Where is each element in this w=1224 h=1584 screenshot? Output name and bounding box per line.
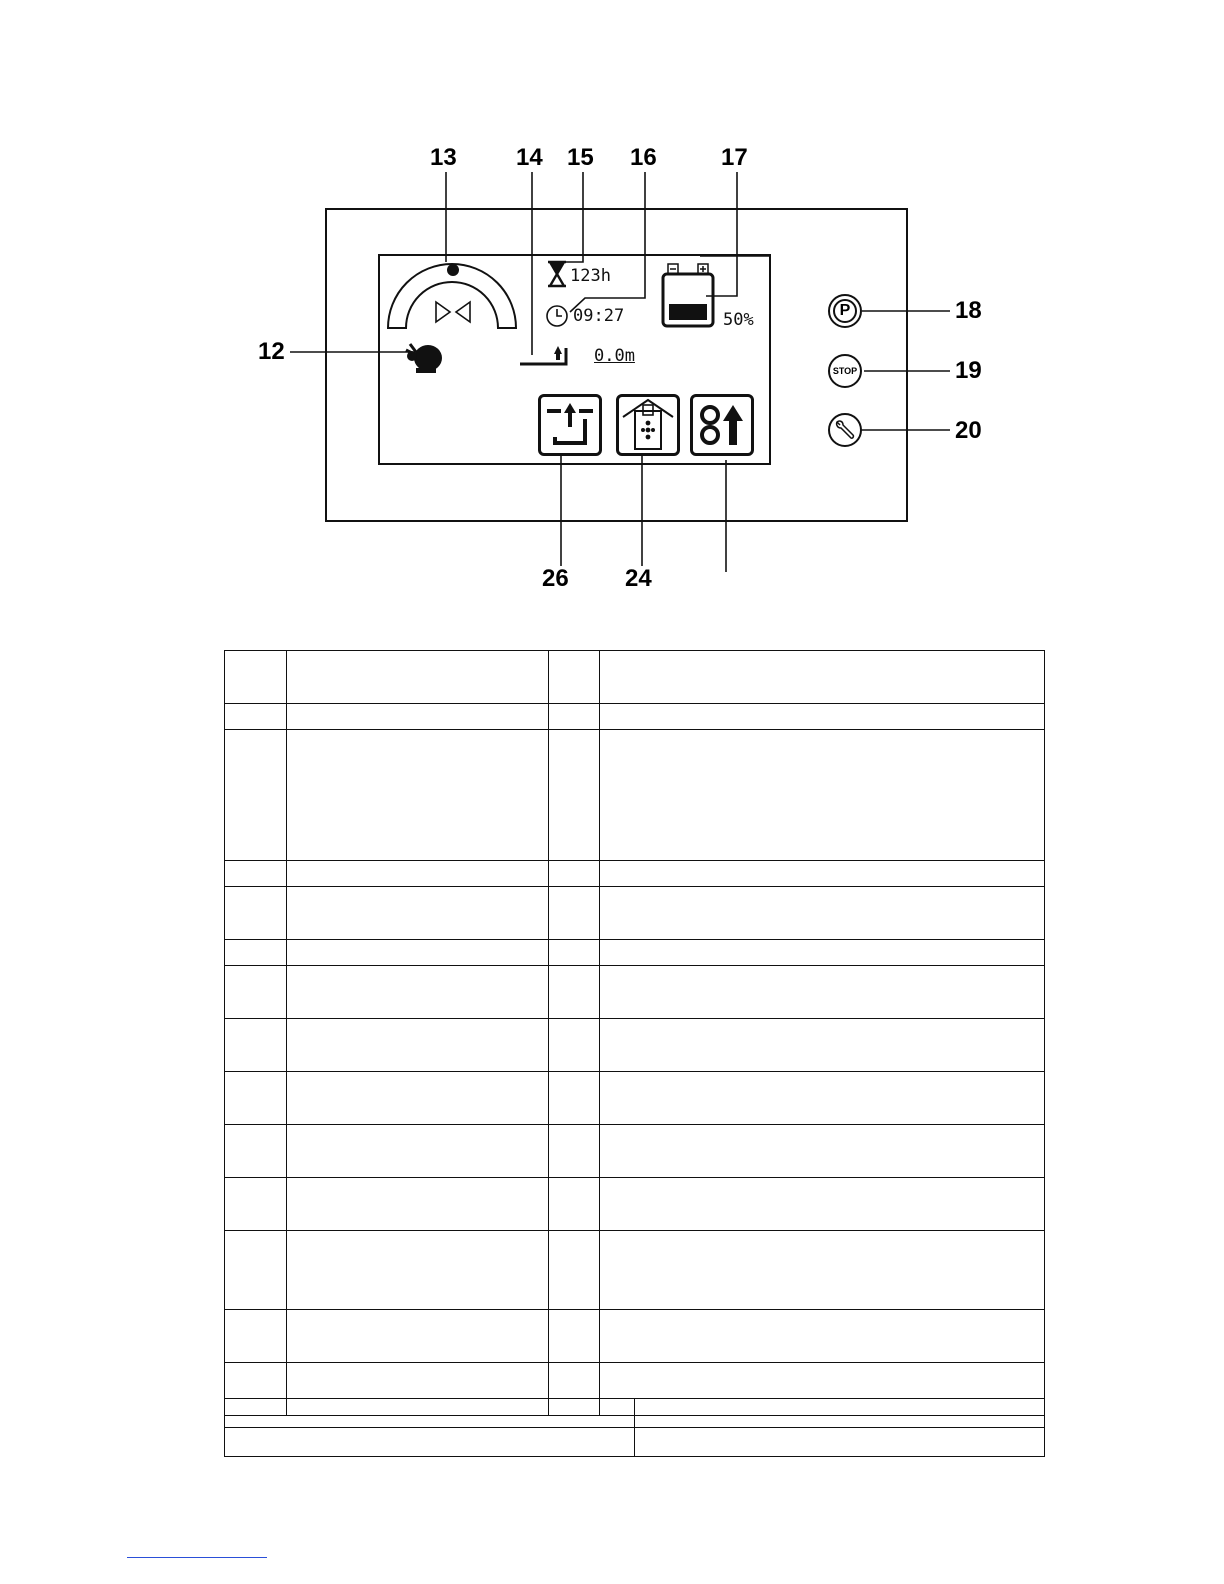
table-cell <box>548 887 599 940</box>
table-cell <box>225 704 287 730</box>
stop-label: STOP <box>832 366 858 376</box>
table-cell <box>286 651 548 704</box>
table-cell <box>225 1310 287 1363</box>
table-cell <box>599 861 1044 887</box>
callout-24: 24 <box>625 565 652 592</box>
table-cell <box>225 1125 287 1178</box>
table-cell <box>599 1019 1044 1072</box>
table-cell <box>548 651 599 704</box>
legend-footer-table <box>224 1398 1045 1457</box>
hourglass-icon <box>546 260 568 288</box>
table-cell <box>286 940 548 966</box>
lift-height-value: 0.0m <box>594 346 635 366</box>
table-cell <box>599 704 1044 730</box>
table-cell <box>599 1178 1044 1231</box>
table-cell <box>599 887 1044 940</box>
callout-15: 15 <box>567 144 594 171</box>
table-cell <box>548 1019 599 1072</box>
table-cell <box>548 940 599 966</box>
home-operator-soft-key[interactable] <box>616 394 680 456</box>
parking-label: P <box>833 299 857 323</box>
turtle-slow-mode-icon <box>402 336 444 376</box>
table-row <box>225 1178 1045 1231</box>
table-cell <box>225 1399 635 1428</box>
stop-button[interactable] <box>828 354 862 388</box>
parking-brake-button[interactable] <box>828 294 862 328</box>
table-cell <box>225 1231 287 1310</box>
fork-lift-height-icon <box>518 340 574 368</box>
callout-18: 18 <box>955 297 982 324</box>
table-cell <box>599 1072 1044 1125</box>
service-wrench-button[interactable] <box>828 413 862 447</box>
table-row <box>225 1019 1045 1072</box>
table-cell <box>225 940 287 966</box>
table-cell <box>548 730 599 861</box>
table-cell <box>548 704 599 730</box>
chain-lift-soft-key[interactable] <box>690 394 754 456</box>
table-cell <box>286 1125 548 1178</box>
table-cell <box>225 1428 635 1457</box>
table-cell <box>225 966 287 1019</box>
table-cell <box>286 1072 548 1125</box>
footer-link-underline[interactable] <box>127 1557 267 1558</box>
hour-meter-value: 123h <box>570 266 611 286</box>
fork-raise-soft-key[interactable] <box>538 394 602 456</box>
table-row <box>225 966 1045 1019</box>
table-cell <box>286 887 548 940</box>
table-cell <box>548 1072 599 1125</box>
table-row <box>225 730 1045 861</box>
table-cell <box>286 704 548 730</box>
table-row <box>225 887 1045 940</box>
battery-icon <box>660 262 716 330</box>
callout-26: 26 <box>542 565 569 592</box>
table-cell <box>286 1310 548 1363</box>
table-cell <box>599 651 1044 704</box>
fork-raise-icon <box>541 397 599 453</box>
chain-lift-icon <box>693 397 751 453</box>
table-cell <box>548 1231 599 1310</box>
wrench-icon <box>833 418 857 442</box>
table-row <box>225 861 1045 887</box>
table-row <box>225 704 1045 730</box>
table-cell <box>548 1178 599 1231</box>
callout-14: 14 <box>516 144 543 171</box>
table-cell <box>599 1310 1044 1363</box>
table-cell <box>286 1231 548 1310</box>
speed-arc-gauge-icon <box>384 258 520 334</box>
table-cell <box>286 1178 548 1231</box>
table-row <box>225 1428 1045 1457</box>
table-cell <box>225 887 287 940</box>
table-cell <box>286 730 548 861</box>
table-cell <box>225 1178 287 1231</box>
legend-table <box>224 650 1045 1416</box>
table-cell <box>225 651 287 704</box>
table-cell <box>548 1310 599 1363</box>
table-cell <box>548 966 599 1019</box>
table-cell <box>599 940 1044 966</box>
table-cell <box>548 1125 599 1178</box>
table-cell <box>599 1231 1044 1310</box>
table-cell <box>599 966 1044 1019</box>
table-cell <box>548 861 599 887</box>
callout-13: 13 <box>430 144 457 171</box>
table-cell <box>225 730 287 861</box>
table-cell <box>634 1399 1045 1428</box>
clock-value: 09:27 <box>573 306 625 326</box>
table-cell <box>225 1072 287 1125</box>
table-cell <box>286 1019 548 1072</box>
callout-20: 20 <box>955 417 982 444</box>
table-row <box>225 1310 1045 1363</box>
callout-12: 12 <box>258 338 285 365</box>
table-cell <box>286 966 548 1019</box>
callout-19: 19 <box>955 357 982 384</box>
table-row <box>225 940 1045 966</box>
callout-17: 17 <box>721 144 748 171</box>
table-cell <box>599 730 1044 861</box>
home-operator-icon <box>619 397 677 453</box>
table-cell <box>634 1428 1045 1457</box>
battery-percent-value: 50% <box>723 310 754 330</box>
table-row <box>225 651 1045 704</box>
table-cell <box>225 861 287 887</box>
table-cell <box>286 861 548 887</box>
table-row <box>225 1231 1045 1310</box>
table-row <box>225 1399 1045 1428</box>
table-row <box>225 1072 1045 1125</box>
clock-icon <box>545 304 569 328</box>
table-row <box>225 1125 1045 1178</box>
table-cell <box>225 1019 287 1072</box>
table-cell <box>599 1125 1044 1178</box>
callout-16: 16 <box>630 144 657 171</box>
